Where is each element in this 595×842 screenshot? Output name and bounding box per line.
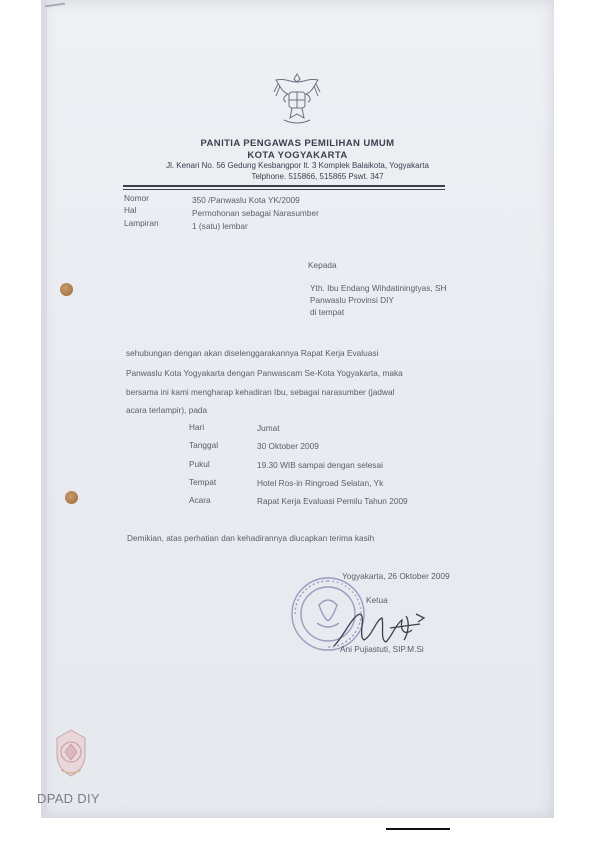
body-line: Panwaslu Kota Yogyakarta dengan Panwascam Se-Kota Yogyakarta, maka: [126, 368, 403, 378]
letterhead-address: Jl. Kenari No. 56 Gedung Kesbangpor lt. 3 Komplek Balaikota, Yogyakarta: [166, 161, 429, 170]
hal-label: Hal: [124, 205, 137, 215]
schedule-label: Tanggal: [189, 440, 219, 450]
body-line: bersama ini kami mengharap kehadiran Ibu, sebagai narasumber (jadwal: [126, 387, 395, 397]
signature-name: Ani Pujiastuti, SIP.M.Si: [340, 644, 424, 654]
schedule-value: Rapat Kerja Evaluasi Pemilu Tahun 2009: [257, 496, 408, 506]
schedule-label: Pukul: [189, 459, 210, 469]
garuda-emblem-icon: [270, 70, 324, 128]
nomor-label: Nomor: [124, 193, 149, 203]
schedule-label: Hari: [189, 422, 205, 432]
closing-text: Demikian, atas perhatian dan kehadirannya diucapkan terima kasih: [127, 533, 375, 543]
body-line: acara terlampir), pada: [126, 405, 208, 415]
schedule-label: Tempat: [189, 477, 217, 487]
recipient-institution: Panwaslu Provinsi DIY: [310, 295, 394, 305]
letterhead-rule-thin: [123, 189, 445, 190]
lampiran-value: 1 (satu) lembar: [192, 221, 248, 231]
archive-seal-icon: [51, 728, 91, 778]
signature-title: Ketua: [366, 595, 388, 605]
recipient-place: di tempat: [310, 307, 345, 317]
schedule-value: Hotel Ros-in Ringroad Selatan, Yk: [257, 478, 384, 488]
body-line: sehubungan dengan akan diselenggarakannya Rapat Kerja Evaluasi: [126, 348, 379, 358]
schedule-value: 30 Oktober 2009: [257, 441, 319, 451]
schedule-label: Acara: [189, 495, 211, 505]
schedule-value: 19.30 WIB sampai dengan selesai: [257, 460, 383, 470]
letterhead-city: KOTA YOGYAKARTA: [247, 150, 348, 161]
letterhead-organization: PANITIA PENGAWAS PEMILIHAN UMUM: [200, 138, 395, 149]
punch-hole: [60, 283, 73, 296]
schedule-value: Jumat: [257, 423, 280, 433]
recipient-name: Yth. Ibu Endang Wihdatiningtyas, SH: [310, 283, 447, 293]
letterhead-phone: Telphone. 515866, 515865 Pswt. 347: [251, 172, 384, 181]
lampiran-label: Lampiran: [124, 218, 159, 228]
signature-place-date: Yogyakarta, 26 Oktober 2009: [342, 571, 450, 581]
paper-edge: [41, 0, 47, 818]
punch-hole: [65, 491, 78, 504]
letterhead-rule-thick: [123, 185, 445, 187]
hal-value: Permohonan sebagai Narasumber: [192, 208, 319, 218]
watermark-text: DPAD DIY: [37, 791, 100, 806]
recipient-kepada: Kepada: [308, 260, 337, 270]
nomor-value: 350 /Panwaslu Kota YK/2009: [192, 195, 300, 205]
page-footer-rule: [386, 828, 450, 830]
